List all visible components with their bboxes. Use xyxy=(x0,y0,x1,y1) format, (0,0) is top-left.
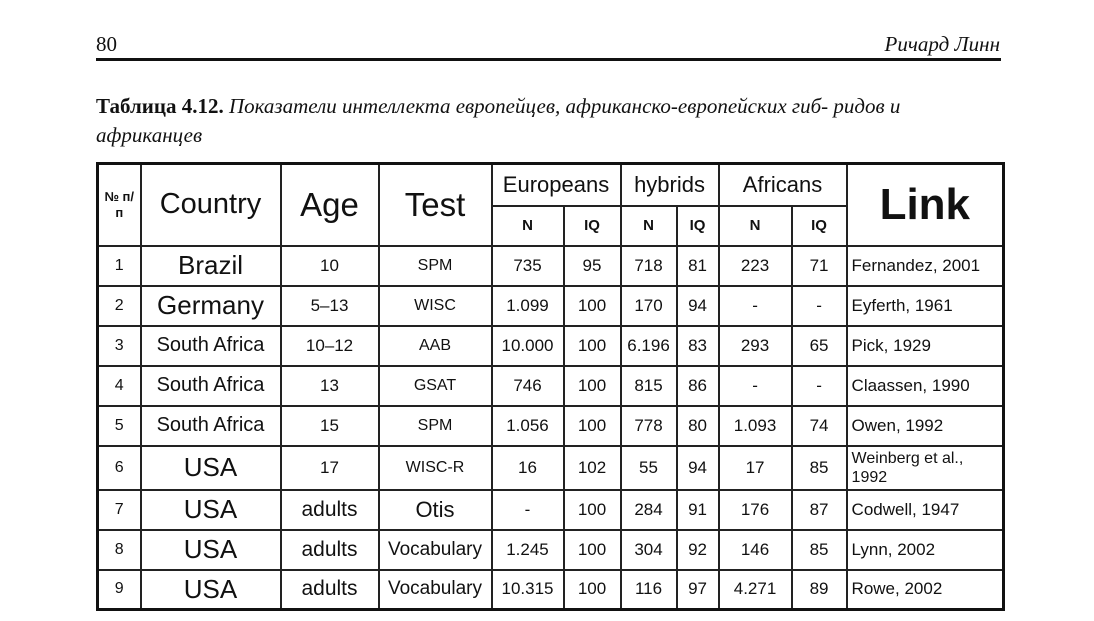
row-hybrids-iq: 94 xyxy=(677,446,719,490)
row-europeans-iq: 100 xyxy=(564,366,621,406)
row-africans-iq: 87 xyxy=(792,490,847,530)
row-country: USA xyxy=(141,530,281,570)
row-link: Pick, 1929 xyxy=(847,326,1004,366)
row-europeans-n: 746 xyxy=(492,366,564,406)
header-europeans: Europeans xyxy=(492,164,621,206)
header-africans: Africans xyxy=(719,164,847,206)
header-africans-n: N xyxy=(719,206,792,246)
row-num: 9 xyxy=(98,570,141,610)
row-hybrids-iq: 86 xyxy=(677,366,719,406)
row-test: SPM xyxy=(379,406,492,446)
row-age: 15 xyxy=(281,406,379,446)
row-num: 6 xyxy=(98,446,141,490)
table-row xyxy=(98,446,1004,490)
header-hybrids: hybrids xyxy=(621,164,719,206)
row-country: USA xyxy=(141,570,281,610)
row-africans-iq: 65 xyxy=(792,326,847,366)
row-africans-n: 223 xyxy=(719,246,792,286)
row-hybrids-iq: 80 xyxy=(677,406,719,446)
row-num: 7 xyxy=(98,490,141,530)
row-africans-n: 17 xyxy=(719,446,792,490)
row-country: South Africa xyxy=(141,406,281,446)
table-row xyxy=(98,286,1004,326)
table-row xyxy=(98,490,1004,530)
row-age: adults xyxy=(281,530,379,570)
table-row xyxy=(98,570,1004,610)
row-europeans-n: - xyxy=(492,490,564,530)
row-link: Lynn, 2002 xyxy=(847,530,1004,570)
header-num: № п/п xyxy=(98,164,141,246)
row-hybrids-n: 170 xyxy=(621,286,677,326)
row-hybrids-iq: 92 xyxy=(677,530,719,570)
row-age: 10 xyxy=(281,246,379,286)
row-age: 10–12 xyxy=(281,326,379,366)
header-africans-iq: IQ xyxy=(792,206,847,246)
table-row xyxy=(98,326,1004,366)
row-link: Owen, 1992 xyxy=(847,406,1004,446)
table-row xyxy=(98,366,1004,406)
row-num: 8 xyxy=(98,530,141,570)
row-africans-iq: 71 xyxy=(792,246,847,286)
row-africans-iq: 85 xyxy=(792,530,847,570)
caption-label: Таблица 4.12. xyxy=(96,94,224,118)
row-europeans-iq: 100 xyxy=(564,286,621,326)
row-link: Claassen, 1990 xyxy=(847,366,1004,406)
row-country: Brazil xyxy=(141,246,281,286)
header-country: Country xyxy=(141,164,281,246)
row-link: Weinberg et al., 1992 xyxy=(847,446,1004,490)
row-link: Rowe, 2002 xyxy=(847,570,1004,610)
row-africans-n: 1.093 xyxy=(719,406,792,446)
table-caption xyxy=(96,92,1006,150)
row-country: USA xyxy=(141,490,281,530)
header-rule xyxy=(96,58,1001,61)
header-hybrids-n: N xyxy=(621,206,677,246)
page-number: 80 xyxy=(96,32,117,56)
row-country: South Africa xyxy=(141,326,281,366)
row-europeans-n: 10.000 xyxy=(492,326,564,366)
header-europeans-iq: IQ xyxy=(564,206,621,246)
row-age: 5–13 xyxy=(281,286,379,326)
header-age: Age xyxy=(281,164,379,246)
row-test: WISC xyxy=(379,286,492,326)
row-africans-iq: - xyxy=(792,366,847,406)
row-test: WISC-R xyxy=(379,446,492,490)
row-country: Germany xyxy=(141,286,281,326)
row-africans-n: 176 xyxy=(719,490,792,530)
header-europeans-n: N xyxy=(492,206,564,246)
row-europeans-n: 10.315 xyxy=(492,570,564,610)
row-test: Otis xyxy=(379,490,492,530)
row-europeans-iq: 100 xyxy=(564,490,621,530)
row-africans-iq: 89 xyxy=(792,570,847,610)
row-hybrids-iq: 91 xyxy=(677,490,719,530)
row-age: 17 xyxy=(281,446,379,490)
row-hybrids-iq: 94 xyxy=(677,286,719,326)
row-link: Eyferth, 1961 xyxy=(847,286,1004,326)
row-country: South Africa xyxy=(141,366,281,406)
caption-text: Показатели интеллекта европейцев, африканско-европейских гиб- ридов и африканцев xyxy=(96,94,901,147)
row-europeans-n: 16 xyxy=(492,446,564,490)
row-link: Fernandez, 2001 xyxy=(847,246,1004,286)
row-africans-n: 146 xyxy=(719,530,792,570)
table-row xyxy=(98,530,1004,570)
row-africans-iq: 85 xyxy=(792,446,847,490)
row-europeans-n: 1.245 xyxy=(492,530,564,570)
row-hybrids-n: 778 xyxy=(621,406,677,446)
row-africans-iq: - xyxy=(792,286,847,326)
row-test: Vocabulary xyxy=(379,570,492,610)
row-hybrids-n: 304 xyxy=(621,530,677,570)
row-africans-n: - xyxy=(719,366,792,406)
row-europeans-iq: 95 xyxy=(564,246,621,286)
header-link: Link xyxy=(847,164,1004,246)
header-hybrids-iq: IQ xyxy=(677,206,719,246)
row-europeans-iq: 100 xyxy=(564,406,621,446)
row-africans-n: 293 xyxy=(719,326,792,366)
row-hybrids-n: 116 xyxy=(621,570,677,610)
row-hybrids-n: 815 xyxy=(621,366,677,406)
row-europeans-n: 735 xyxy=(492,246,564,286)
row-hybrids-iq: 83 xyxy=(677,326,719,366)
header-test: Test xyxy=(379,164,492,246)
row-age: 13 xyxy=(281,366,379,406)
row-hybrids-n: 6.196 xyxy=(621,326,677,366)
row-country: USA xyxy=(141,446,281,490)
row-age: adults xyxy=(281,570,379,610)
row-europeans-iq: 100 xyxy=(564,530,621,570)
row-link: Codwell, 1947 xyxy=(847,490,1004,530)
row-europeans-iq: 102 xyxy=(564,446,621,490)
row-africans-iq: 74 xyxy=(792,406,847,446)
row-hybrids-iq: 81 xyxy=(677,246,719,286)
row-africans-n: - xyxy=(719,286,792,326)
row-europeans-n: 1.099 xyxy=(492,286,564,326)
row-num: 3 xyxy=(98,326,141,366)
table-row xyxy=(98,406,1004,446)
row-test: GSAT xyxy=(379,366,492,406)
row-hybrids-n: 284 xyxy=(621,490,677,530)
row-europeans-iq: 100 xyxy=(564,326,621,366)
running-head: Ричард Линн xyxy=(884,32,1000,56)
row-hybrids-iq: 97 xyxy=(677,570,719,610)
row-hybrids-n: 55 xyxy=(621,446,677,490)
row-africans-n: 4.271 xyxy=(719,570,792,610)
iq-table xyxy=(96,162,1005,611)
row-num: 5 xyxy=(98,406,141,446)
row-test: Vocabulary xyxy=(379,530,492,570)
table-row xyxy=(98,246,1004,286)
row-age: adults xyxy=(281,490,379,530)
row-num: 4 xyxy=(98,366,141,406)
row-europeans-iq: 100 xyxy=(564,570,621,610)
row-num: 2 xyxy=(98,286,141,326)
row-hybrids-n: 718 xyxy=(621,246,677,286)
row-europeans-n: 1.056 xyxy=(492,406,564,446)
row-test: AAB xyxy=(379,326,492,366)
row-test: SPM xyxy=(379,246,492,286)
row-num: 1 xyxy=(98,246,141,286)
